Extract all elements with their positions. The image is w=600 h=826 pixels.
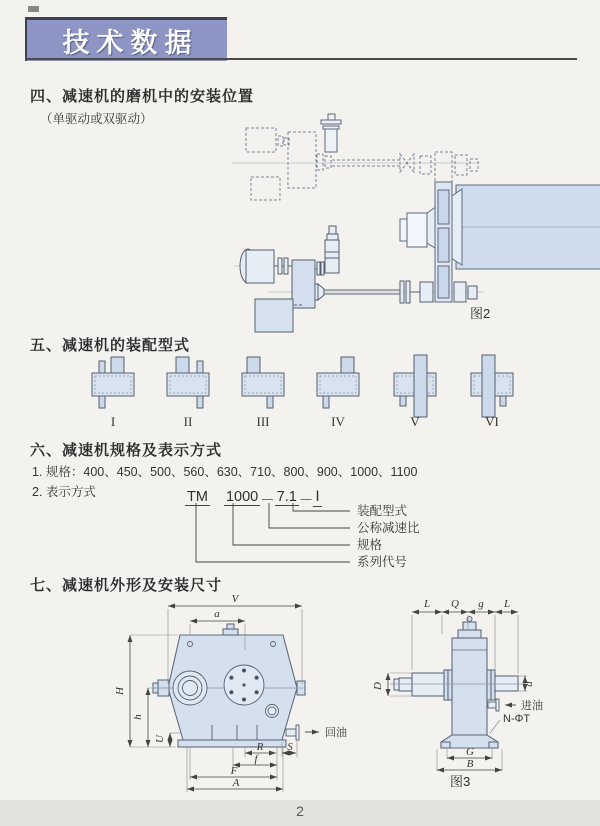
code-ratio: 7.1 xyxy=(276,489,297,505)
assembly-types-diagram xyxy=(85,352,555,434)
dim-label-d: d xyxy=(523,681,535,687)
oil-inlet-pipe xyxy=(488,699,499,711)
dim-label-L2: L xyxy=(503,598,511,610)
assembly-type-1 xyxy=(92,357,134,408)
type-label-4: IV xyxy=(331,414,345,429)
assembly-type-shapes xyxy=(92,355,513,417)
dim-label-V: V xyxy=(231,593,239,605)
code-type: Ⅰ xyxy=(315,489,320,505)
dim-label-f: f xyxy=(254,753,258,765)
reducer xyxy=(292,260,315,308)
assembly-type-2 xyxy=(167,357,209,408)
type-label-3: III xyxy=(256,414,270,429)
type-label-1: I xyxy=(110,414,116,429)
section4-subtitle: （单驱动或双驱动） xyxy=(40,112,153,126)
assembly-type-5 xyxy=(394,355,436,417)
pump-unit xyxy=(325,226,339,273)
figure-3-dimension-drawing xyxy=(20,592,580,804)
bolt-note-label: N-ΦT xyxy=(503,713,531,725)
callout-series: 系列代号 xyxy=(357,555,408,569)
page-title: 技术数据 xyxy=(62,28,199,58)
front-view xyxy=(114,593,347,792)
type-label-6: VI xyxy=(485,414,499,429)
callout-lines xyxy=(196,503,350,562)
section6-title: 六、减速机规格及表示方式 xyxy=(30,442,223,459)
section5-title: 五、减速机的装配型式 xyxy=(30,337,191,354)
assembly-type-labels xyxy=(111,414,499,429)
dim-label-S: S xyxy=(287,741,293,753)
callout-assembly-type: 装配型式 xyxy=(357,504,408,518)
callout-ratio: 公称减速比 xyxy=(357,521,420,535)
code-size: 1000 xyxy=(225,489,259,505)
type-label-5: V xyxy=(410,414,420,429)
motor xyxy=(240,249,274,283)
callout-size: 规格 xyxy=(357,538,383,552)
spec-line: 1. 规格：400、450、500、560、630、710、800、900、1000、1100 xyxy=(32,465,418,479)
bolt-note-leader xyxy=(490,720,500,733)
code-sep1: － xyxy=(260,493,275,509)
base-unit xyxy=(255,299,293,332)
dim-label-B: B xyxy=(466,758,474,770)
dim-label-Q: Q xyxy=(451,598,459,610)
dim-label-g: g xyxy=(478,598,484,610)
dim-label-U: U xyxy=(154,735,166,743)
figure-2-label: 图2 xyxy=(470,306,491,321)
code-series: TM xyxy=(187,489,208,505)
oil-inlet-label: 进油 xyxy=(521,700,543,712)
oil-return-label: 回油 xyxy=(325,727,347,739)
side-view xyxy=(372,598,543,771)
dim-label-F: F xyxy=(230,765,238,777)
header-banner xyxy=(25,17,227,61)
notation-line: 2. 表示方式 xyxy=(32,485,96,499)
assembly-type-3 xyxy=(242,357,284,408)
code-sep2: － xyxy=(298,493,314,509)
dim-label-h: h xyxy=(132,714,144,720)
page-number: 2 xyxy=(296,803,304,819)
dim-label-R: R xyxy=(256,741,264,753)
mill-drum xyxy=(400,185,600,269)
dim-label-A: A xyxy=(232,777,240,789)
dim-label-D: D xyxy=(372,682,384,690)
girth-gear xyxy=(435,182,452,302)
dim-label-G: G xyxy=(466,746,474,758)
assembly-type-4 xyxy=(317,357,359,408)
type-label-2: II xyxy=(183,414,193,429)
oil-return-pipe xyxy=(286,725,299,740)
dim-label-L1: L xyxy=(423,598,431,610)
model-code-callouts xyxy=(190,497,490,571)
callout-labels xyxy=(357,503,420,569)
figure-3-label: 图3 xyxy=(450,774,471,789)
section7-title: 七、减速机外形及安装尺寸 xyxy=(30,577,223,594)
oil-pump-top xyxy=(321,114,341,152)
side-housing xyxy=(394,617,518,749)
assembly-type-6 xyxy=(471,355,513,417)
scan-mark xyxy=(28,6,39,12)
header-rule xyxy=(25,58,577,60)
dim-label-H: H xyxy=(114,687,126,695)
dim-label-a: a xyxy=(214,608,220,620)
figure-2-mill-drive-diagram xyxy=(228,112,600,338)
section4-title: 四、减速机的磨机中的安装位置 xyxy=(30,88,255,105)
